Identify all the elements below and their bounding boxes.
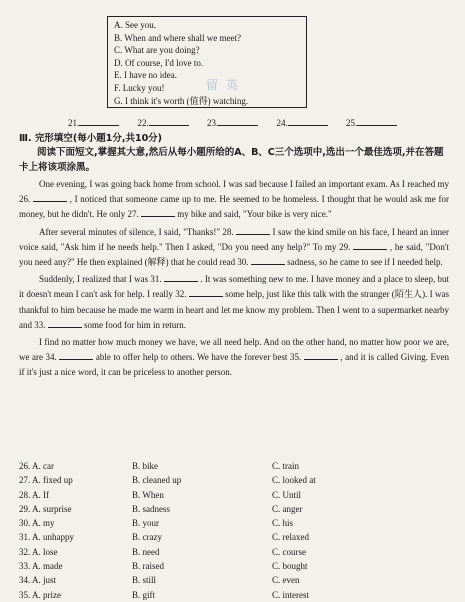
option-e: E. I have no idea.: [114, 70, 177, 81]
cloze-passage: [19, 177, 449, 383]
option-a: A. See you.: [114, 20, 156, 30]
options-box: [107, 16, 307, 108]
option-g: G. I think it's worth (值得) watching.: [114, 95, 249, 106]
section-instruction: 阅读下面短文,掌握其大意,然后从每小题所给的A、B、C三个选项中,选出一个最佳选项,并在答题卡上将该项涂黑。: [19, 147, 444, 173]
blank-21: 21.: [68, 117, 119, 128]
paragraph-1: One evening, I was going back home from school. I was sad because I failed an important exam. As I reached my 26. , I noticed that someone came up to me. He seemed to be homeless. I thought that he would ask me for money, but he didn't. He only 27. my bike and said, "Your bike is very nice.": [19, 179, 449, 220]
blank-25: 25.: [346, 117, 397, 128]
answer-blanks-row: [68, 117, 413, 128]
blank-22: 22.: [138, 117, 189, 128]
option-b: B. When and where shall we meet?: [114, 32, 242, 43]
option-f: F. Lucky you!: [114, 82, 165, 93]
paragraph-3: Suddenly, I realized that I was 31. . It was something new to me. I have money and a place to sleep, but it doesn't mean I can't ask for help. I really 32. some help, just like this talk with the stranger (陌生人). I was thankful to him because he made me warm in heart and let me know my problem. Then I went to a supermarket nearby and 33. some food for him in return.: [19, 274, 449, 330]
section-title: Ⅲ. 完形填空(每小题1分,共10分): [19, 133, 163, 144]
option-c: C. What are you doing?: [114, 45, 200, 56]
faint-stamp: 留 英: [206, 78, 240, 92]
blank-24: 24.: [277, 117, 328, 128]
exam-page: A. See you. B. When and where shall we meet? C. What are you doing? D. Of course, I'd love to. E. I have no idea. F. Lucky you! G. I think it's worth (值得) watching. 留 英 21. 22. 23. 24. 25. Ⅲ. 完形填空(每小题1分,共10分) 阅读下面短文,掌握其大意,然后从每小题所给的A、B、C三个选项中,选出一个最佳选项,并在答题卡上将该项涂黑。 One evening, I was going back home from school. I was sad because I failed an important exam. As I reached my 26. , I noticed that someone came up to me. He seemed to be homeless. I thought that he would ask me for money, but he didn't. He only 27. my bike and said, "Your bike is very nice." After several minutes of silence, I said, "Thanks!" 28. I saw the kind smile on his face, I heard an inner voice said, "Ask him if he needs help." Then I asked, "Do you need any help?" To my 29. , he said, "Don't you need any?" He then explained (解释) that he could read 30. sadness, so he came to see if I needed help. Suddenly, I realized that I was 31. . It was something new to me. I have money and a place to sleep, but it doesn't mean I can't ask for help. I really 32. some help, just like this talk with the stranger (陌生人). I was thankful to him because he made me warm in heart and let me know my problem. Then I went to a supermarket nearby and 33. some food for him in return. I find no matter how much money we have, we all need help. And on the other hand, no matter how poor we are, we are 34. able to offer help to others. We have the forever best 35. , and it is called Giving. Even if it's just a nice word, it can be priceless to another person. 26. A. car B. bike C. train 27. A. fixed up B. cleaned up C. looked at 28. A. If B. When C. Until 29. A. surprise B. sadness C. anger 30. A. my B. your C. his 31. A. unhappy B. crazy C. relaxed 32. A. lose B. need C. course 33. A. made B. raised C. bought 34. A. just B. still C. even 35. A. prize B. gift C. interest: [0, 0, 465, 591]
paragraph-4: I find no matter how much money we have, we all need help. And on the other hand, no matter how poor we are, we are 34. able to offer help to others. We have the forever best 35. , and it is called Giving. Even if it's just a nice word, it can be priceless to another person.: [19, 337, 450, 378]
option-d: D. Of course, I'd love to.: [114, 57, 204, 68]
blank-23: 23.: [207, 117, 258, 128]
paragraph-2: After several minutes of silence, I said, "Thanks!" 28. I saw the kind smile on his face, I heard an inner voice said, "Ask him if he needs help." Then I asked, "Do you need any help?" To my 29. , he said, "Don't you need any?" He then explained (解释) that he could read 30. sadness, so he came to see if I needed help.: [19, 226, 449, 268]
